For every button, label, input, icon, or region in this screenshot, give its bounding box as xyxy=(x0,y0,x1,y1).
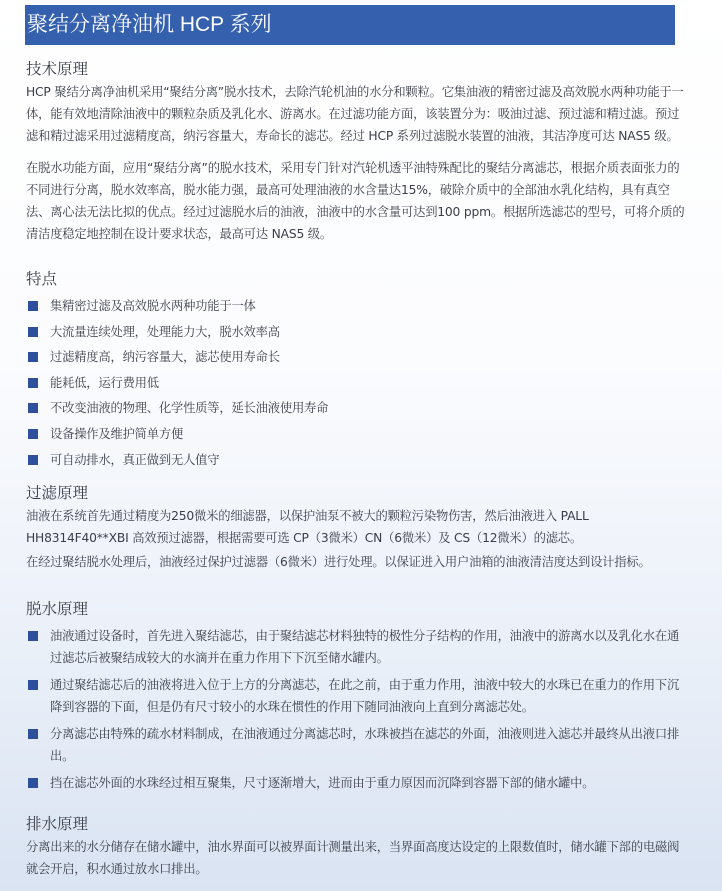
item-text: 不改变油液的物理、化学性质等，延长油液使用寿命 xyxy=(50,401,329,416)
section-heading: 排水原理 xyxy=(26,815,89,833)
bullet-square-icon xyxy=(28,327,38,337)
page-title: 聚结分离净油机 HCP 系列 xyxy=(25,5,675,45)
paragraph: HCP 聚结分离净油机采用“聚结分离”脱水技术，去除汽轮机油的水分和颗粒。它集油液的精密过滤及高效脱水两种功能于一体，能有效地清除油液中的颗粒杂质及乳化水、游离水。在过滤功能方面，该装置分为：吸油过滤、预过滤和精过滤。预过滤和精过滤采用过滤精度高，纳污容量大，寿命长的滤芯。经过 HCP 系列过滤脱水装置的油液，其洁净度可达 NAS5 级。 xyxy=(26,85,684,143)
list-item xyxy=(26,346,686,372)
section-heading: 脱水原理 xyxy=(26,600,89,618)
item-text: 可自动排水，真正做到无人值守 xyxy=(50,452,220,467)
item-text: 分离滤芯由特殊的疏水材料制成，在油液通过分离滤芯时，水珠被挡在滤芯的外面，油液则进入滤芯并最终从出液口排出。 xyxy=(50,727,680,763)
list-item xyxy=(26,295,686,321)
paragraph: 在经过聚结脱水处理后，油液经过保护过滤器（6微米）进行处理。以保证进入用户油箱的油液清洁度达到设计指标。 xyxy=(26,555,651,569)
section-heading: 特点 xyxy=(26,270,58,288)
section-heading: 技术原理 xyxy=(26,60,89,78)
bullet-square-icon xyxy=(28,631,38,641)
list-item xyxy=(26,372,686,398)
item-text: 集精密过滤及高效脱水两种功能于一体 xyxy=(50,299,256,313)
item-text: 挡在滤芯外面的水珠经过相互聚集，尺寸逐渐增大，进而由于重力原因而沉降到容器下部的储水罐中。 xyxy=(50,776,595,790)
bullet-square-icon xyxy=(28,378,38,388)
section-drain-principle xyxy=(26,812,686,882)
list-item xyxy=(26,772,686,794)
bullet-square-icon xyxy=(28,729,38,739)
item-text: 能耗低，运行费用低 xyxy=(50,375,159,390)
item-text: 大流量连续处理，处理能力大，脱水效率高 xyxy=(50,324,280,339)
section-dewater-principle xyxy=(26,597,686,799)
item-text: 过滤精度高，纳污容量大，滤芯使用寿命长 xyxy=(50,350,280,365)
paragraph: 分离出来的水分储存在储水罐中，油水界面可以被界面计测量出来，当界面高度达设定的上限数值时，储水罐下部的电磁阀就会开启，积水通过放水口排出。 xyxy=(26,840,680,876)
section-filter-principle xyxy=(26,481,686,575)
item-text: 通过聚结滤芯后的油液将进入位于上方的分离滤芯，在此之前，由于重力作用，油液中较大的水珠已在重力的作用下沉降到容器的下面，但是仍有尺寸较小的水珠在惯性的作用下随同油液向上直到分离滤芯处。 xyxy=(50,678,680,714)
section-tech-principle xyxy=(26,57,686,247)
item-text: 油液通过设备时，首先进入聚结滤芯，由于聚结滤芯材料独特的极性分子结构的作用，油液中的游离水以及乳化水在通过滤芯后被聚结成较大的水滴并在重力作用下下沉至储水罐内。 xyxy=(50,629,680,665)
list-item xyxy=(26,625,686,669)
paragraph: 在脱水功能方面，应用“聚结分离”的脱水技术，采用专门针对汽轮机透平油特殊配比的聚结分离滤芯，根据介质表面张力的不同进行分离，脱水效率高，脱水能力强，最高可处理油液的水含量达15%，破除介质中的全部油水乳化结构，具有真空法、离心法无法比拟的优点。经过过滤脱水后的油液，油液中的水含量可达到100 ppm。根据所选滤芯的型号，可将介质的清洁度稳定地控制在设计要求状态，最高可达 NAS5 级。 xyxy=(26,161,685,241)
paragraph: 油液在系统首先通过精度为250微米的细滤器，以保护油泵不被大的颗粒污染物伤害，然后油液进入 PALL HH8314F40**XBI 高效预过滤器，根据需要可选 CP（3微米）CN（6微米）及 CS（12微米）的滤芯。 xyxy=(26,509,589,545)
bullet-square-icon xyxy=(28,301,38,311)
bullet-square-icon xyxy=(28,429,38,439)
list-item xyxy=(26,723,686,767)
list-item xyxy=(26,423,686,449)
item-text: 设备操作及维护简单方便 xyxy=(50,426,184,441)
bullet-square-icon xyxy=(28,455,38,465)
list-item xyxy=(26,674,686,718)
bullet-square-icon xyxy=(28,680,38,690)
bullet-square-icon xyxy=(28,352,38,362)
list-item xyxy=(26,321,686,347)
bullet-square-icon xyxy=(28,403,38,413)
section-features xyxy=(26,267,686,474)
list-item xyxy=(26,449,686,475)
bullet-square-icon xyxy=(28,778,38,788)
list-item xyxy=(26,397,686,423)
section-heading: 过滤原理 xyxy=(26,484,89,502)
